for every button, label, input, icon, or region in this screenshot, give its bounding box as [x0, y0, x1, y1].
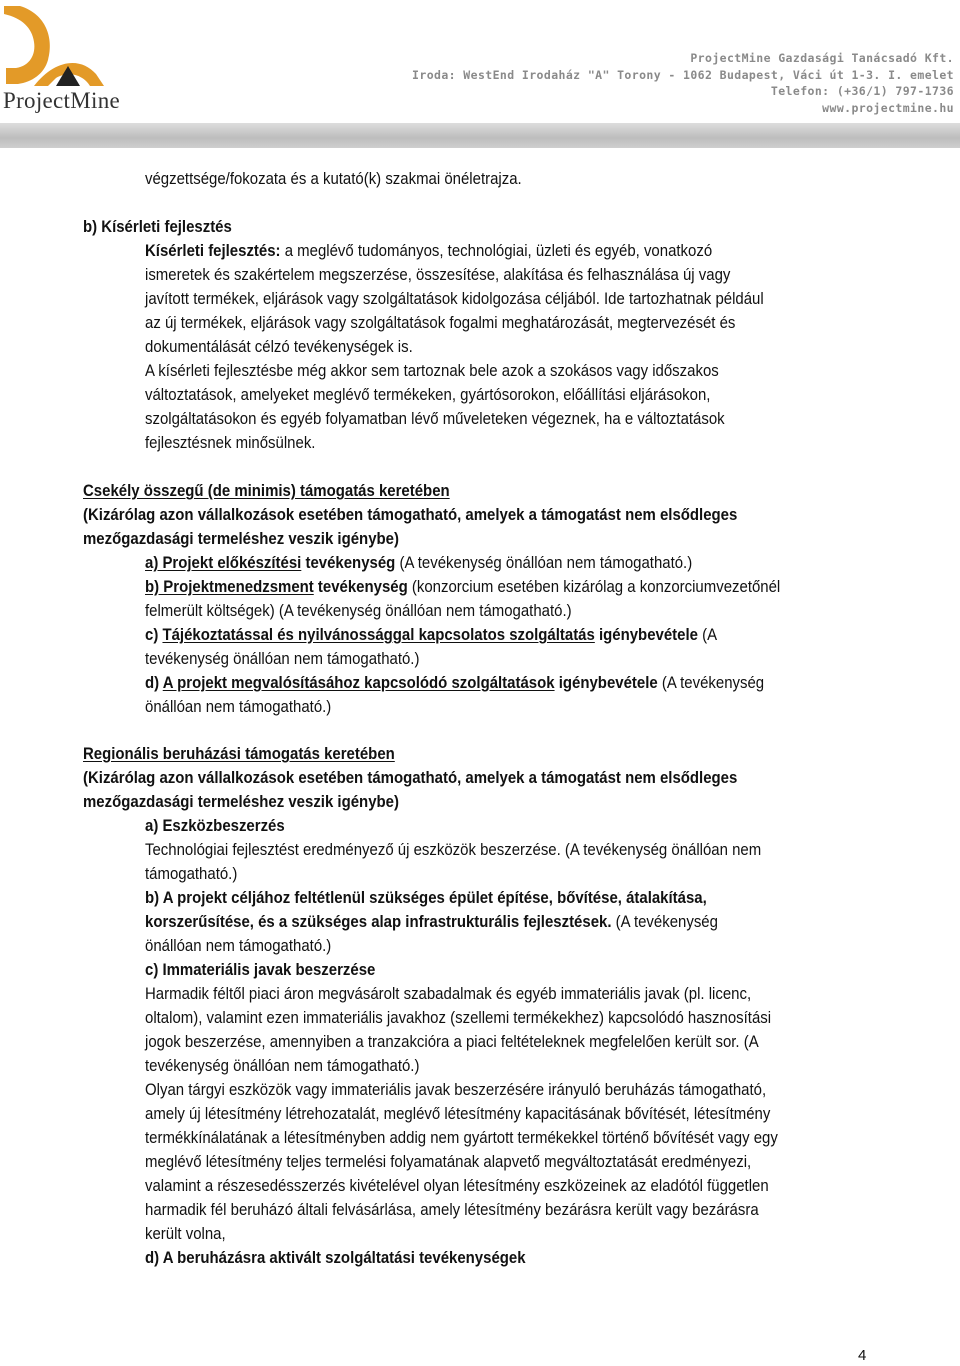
item-letter: c): [145, 625, 163, 644]
item-title-suffix: igénybevétele: [594, 625, 698, 644]
item-letter: d): [145, 673, 163, 692]
body-line: került volna,: [145, 1224, 226, 1243]
body-line: [145, 239, 712, 263]
subheading-text: korszerűsítése, és a szükséges alap infrastrukturális fejlesztések.: [145, 912, 612, 931]
body-line: valamint a részesedésszerzés kivételével olyan létesítmény eszközeinek az eladótól független: [145, 1176, 769, 1195]
section-note: (Kizárólag azon vállalkozások esetében támogatható, amelyek a támogatást nem elsődleges: [83, 768, 738, 787]
item-note: (konzorcium esetében kizárólag a konzorciumvezetőnél: [407, 577, 781, 596]
body-line: harmadik fél beruházó általi felvásárlása, amely létesítmény bezárásra került vagy bezárásra: [145, 1200, 759, 1219]
item-title: A projekt megvalósításához kapcsolódó szolgáltatások: [162, 673, 555, 692]
body-line: változtatások, amelyeket meglévő termékeken, gyártósorokon, előállítási eljárásokon,: [145, 385, 711, 404]
logo-wordmark: ProjectMine: [3, 88, 120, 113]
company-contact-block: [412, 50, 954, 116]
item-note: (A tevékenység önállóan nem támogatható.): [395, 553, 693, 572]
body-line: támogatható.): [145, 864, 238, 883]
body-line: szolgáltatásokon és egyéb folyamatban lévő műveleteken végeznek, ha e változtatások: [145, 409, 725, 428]
item-title: a) Projekt előkészítési: [145, 553, 302, 572]
logo-orange-shape: [4, 6, 50, 84]
page-number: 4: [858, 1347, 867, 1364]
term-bold: Kísérleti fejlesztés:: [145, 241, 281, 260]
subheading: a) Eszközbeszerzés: [145, 816, 285, 835]
body-line: javított termékek, eljárások vagy szolgáltatások kidolgozása céljából. Ide tartozhatnak például: [145, 289, 764, 308]
body-line: dokumentálását célzó tevékenységek is.: [145, 337, 413, 356]
body-line: tevékenység önállóan nem támogatható.): [145, 1056, 420, 1075]
item-title: b) Projektmenedzsment: [145, 577, 314, 596]
list-item: [145, 671, 764, 695]
company-address: Iroda: WestEnd Irodaház "A" Torony - 1062 Budapest, Váci út 1-3. I. emelet: [412, 67, 954, 82]
list-item: [145, 551, 692, 575]
subheading-line: [145, 910, 718, 934]
body-line: A kísérleti fejlesztésbe még akkor sem tartoznak bele azok a szokásos vagy időszakos: [145, 361, 719, 380]
body-line: Olyan tárgyi eszközök vagy immateriális javak beszerzésére irányuló beruházás támogatható,: [145, 1080, 767, 1099]
body-line: önállóan nem támogatható.): [145, 697, 332, 716]
body-line: önállóan nem támogatható.): [145, 936, 332, 955]
item-note: (A tevékenység: [657, 673, 765, 692]
item-title: Tájékoztatással és nyilvánossággal kapcsolatos szolgáltatás: [162, 625, 595, 644]
list-item: [145, 623, 717, 647]
body-line: oltalom), valamint ezen immateriális javakhoz (szellemi termékekhez) kapcsolódó hasznosítási: [145, 1008, 772, 1027]
body-line: meglévő létesítmény teljes termelési folyamatának alapvető megváltoztatását eredményezi,: [145, 1152, 752, 1171]
definition-text: a meglévő tudományos, technológiai, üzleti és egyéb, vonatkozó: [280, 241, 713, 260]
body-line: felmerült költségek) (A tevékenység önállóan nem támogatható.): [145, 601, 572, 620]
body-line: jogok beszerzése, amennyiben a tranzakcióra a piaci feltételeknek megfelelően került sor. (A: [145, 1032, 759, 1051]
section-note: (Kizárólag azon vállalkozások esetében támogatható, amelyek a támogatást nem elsődleges: [83, 505, 738, 524]
item-title-suffix: tevékenység: [301, 553, 396, 572]
body-line: tevékenység önállóan nem támogatható.): [145, 649, 420, 668]
body-line: fejlesztésnek minősülnek.: [145, 433, 316, 452]
body-line: termékkínálatának a létesítményben addig nem gyártott termékekkel történő bővítését vagy egy: [145, 1128, 778, 1147]
header-divider-bar: [0, 123, 960, 148]
section-heading: Regionális beruházási támogatás keretében: [83, 744, 395, 763]
body-line: ismeretek és szakértelem megszerzése, összesítése, alakítása és felhasználása új vagy: [145, 265, 731, 284]
item-title-suffix: tevékenység: [313, 577, 408, 596]
body-line: az új termékek, eljárások vagy szolgáltatások fogalmi meghatározását, megtervezését és: [145, 313, 736, 332]
company-name: ProjectMine Gazdasági Tanácsadó Kft.: [690, 51, 954, 65]
item-note: (A tevékenység: [611, 912, 718, 931]
letterhead: [0, 0, 960, 150]
company-website: www.projectmine.hu: [822, 100, 954, 115]
body-line: Technológiai fejlesztést eredményező új eszközök beszerzése. (A tevékenység önállóan nem: [145, 840, 762, 859]
body-line: Harmadik féltől piaci áron megvásárolt szabadalmak és egyéb immateriális javak (pl. licenc,: [145, 984, 752, 1003]
company-phone: Telefon: (+36/1) 797-1736: [770, 84, 954, 98]
subheading: b) A projekt céljához feltétlenül szükséges épület építése, bővítése, átalakítása,: [145, 888, 707, 907]
section-heading: Csekély összegű (de minimis) támogatás keretében: [83, 481, 450, 500]
subheading: c) Immateriális javak beszerzése: [145, 960, 376, 979]
list-item: [145, 575, 780, 599]
subheading: d) A beruházásra aktivált szolgáltatási tevékenységek: [145, 1248, 526, 1267]
item-title-suffix: igénybevétele: [554, 673, 658, 692]
body-line: amely új létesítmény létrehozatalát, meglévő létesítmény kapacitásának bővítését, létesítmény: [145, 1104, 771, 1123]
section-heading: b) Kísérleti fejlesztés: [83, 217, 232, 236]
item-note: (A: [697, 625, 718, 644]
section-note: mezőgazdasági termeléshez veszik igénybe): [83, 529, 399, 548]
body-line: végzettsége/fokozata és a kutató(k) szakmai önéletrajza.: [145, 169, 522, 188]
section-note: mezőgazdasági termeléshez veszik igénybe): [83, 792, 399, 811]
